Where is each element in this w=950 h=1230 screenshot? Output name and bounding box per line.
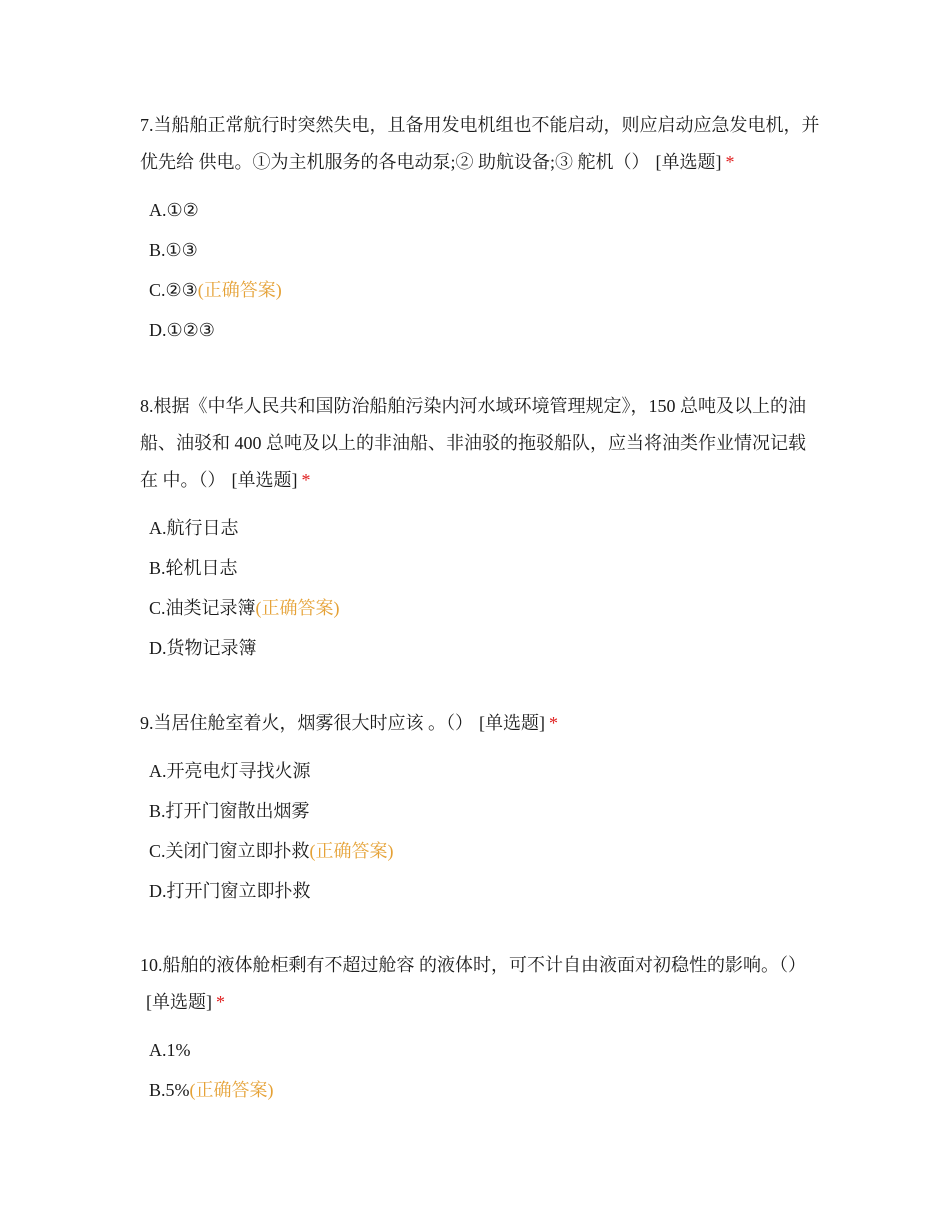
question-9: [140, 705, 820, 911]
option-c: [149, 270, 820, 310]
option-b: [149, 1070, 820, 1110]
correct-answer-mark: (正确答案): [197, 280, 282, 300]
option-label: A.①②: [149, 200, 199, 220]
question-7: [140, 107, 820, 350]
option-b: [149, 548, 820, 588]
option-label: B.①③: [149, 240, 198, 260]
required-mark: *: [216, 992, 225, 1012]
question-stem: 8.根据《中华人民共和国防治船舶污染内河水域环境管理规定》，150 总吨及以上的油船、油驳和 400 总吨及以上的非油船、非油驳的拖驳船队，应当将油类作业情况记载在 中。（）: [140, 396, 806, 490]
question-type: [单选题]: [231, 470, 298, 490]
question-type: [单选题]: [146, 992, 212, 1012]
question-type: [单选题]: [655, 152, 722, 172]
option-a: [149, 508, 820, 548]
option-label: D.货物记录簿: [149, 638, 257, 658]
option-label: B.轮机日志: [149, 558, 238, 578]
option-label: D.①②③: [149, 320, 215, 340]
option-label: A.航行日志: [149, 518, 239, 538]
option-c: [149, 831, 820, 871]
option-label: A.1%: [149, 1040, 191, 1060]
option-b: [149, 791, 820, 831]
required-mark: *: [301, 470, 311, 490]
question-stem: 7.当船舶正常航行时突然失电，且备用发电机组也不能启动，则应启动应急发电机，并优先给 供电。①为主机服务的各电动泵;② 助航设备;③ 舵机（）: [140, 115, 820, 172]
question-10: [140, 947, 820, 1110]
correct-answer-mark: (正确答案): [189, 1080, 274, 1100]
question-type: [单选题]: [479, 713, 545, 733]
option-label: C.②③: [149, 280, 198, 300]
option-list: [149, 1030, 820, 1110]
option-d: [149, 628, 820, 668]
question-text: [140, 705, 820, 742]
option-list: [149, 190, 820, 350]
option-d: [149, 871, 820, 911]
option-list: [149, 751, 820, 911]
question-8: [140, 388, 820, 668]
question-stem: 9.当居住舱室着火，烟雾很大时应该 。（）: [140, 713, 473, 733]
question-text: [140, 388, 820, 499]
option-a: [149, 190, 820, 230]
correct-answer-mark: (正确答案): [255, 598, 340, 618]
option-c: [149, 588, 820, 628]
option-label: B.打开门窗散出烟雾: [149, 801, 310, 821]
option-label: B.5%: [149, 1080, 190, 1100]
required-mark: *: [549, 713, 558, 733]
correct-answer-mark: (正确答案): [309, 841, 394, 861]
question-text: [140, 107, 820, 181]
option-label: D.打开门窗立即扑救: [149, 881, 311, 901]
option-a: [149, 751, 820, 791]
question-stem: 10.船舶的液体舱柜剩有不超过舱容 的液体时，可不计自由液面对初稳性的影响。（）: [140, 955, 806, 975]
question-text: [140, 947, 820, 1021]
option-label: C.关闭门窗立即扑救: [149, 841, 310, 861]
option-label: C.油类记录簿: [149, 598, 256, 618]
option-d: [149, 310, 820, 350]
option-b: [149, 230, 820, 270]
option-a: [149, 1030, 820, 1070]
option-list: [149, 508, 820, 668]
required-mark: *: [725, 152, 735, 172]
option-label: A.开亮电灯寻找火源: [149, 761, 311, 781]
